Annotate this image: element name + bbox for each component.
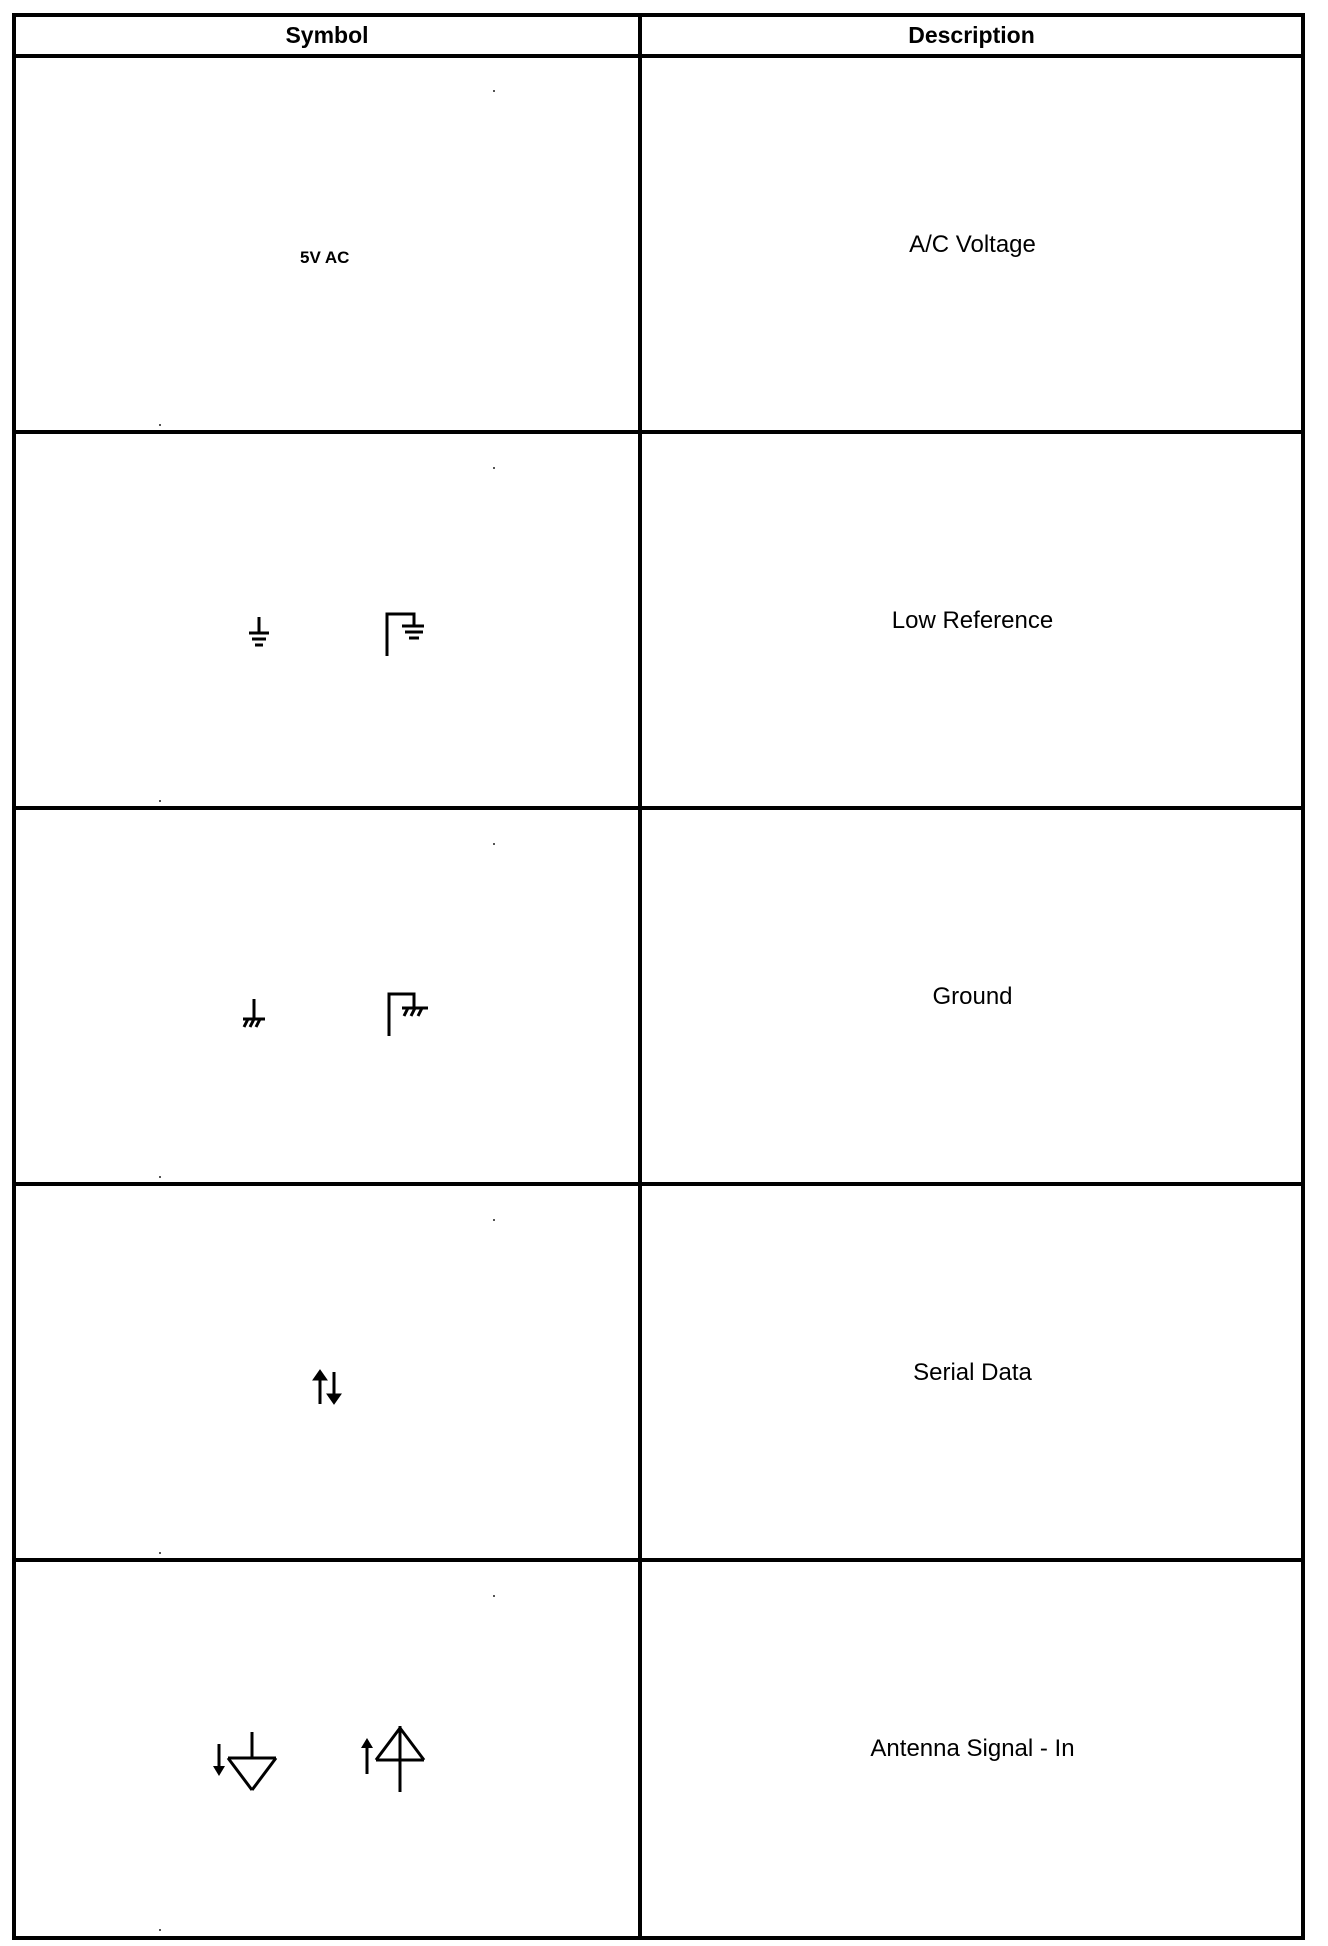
ac-voltage-symbol-text: 5V AC <box>300 248 350 267</box>
row-marker <box>493 843 495 845</box>
row-description: Low Reference <box>891 607 1054 634</box>
antenna-signal-in-icon <box>210 1730 282 1796</box>
row-marker <box>159 1929 161 1931</box>
row-marker <box>493 467 495 469</box>
row-marker <box>493 90 495 92</box>
row-marker <box>159 1552 161 1554</box>
row-marker <box>493 1595 495 1597</box>
row-description: Serial Data <box>913 1359 1032 1386</box>
row-description: Ground <box>932 983 1013 1010</box>
description-column-header: Description <box>908 22 1035 48</box>
row-marker <box>159 800 161 802</box>
row-marker <box>493 1219 495 1221</box>
ground-icon <box>240 997 270 1032</box>
symbol-column-header: Symbol <box>285 22 369 48</box>
row-description: Antenna Signal - In <box>870 1735 1075 1762</box>
serial-data-arrows-icon <box>310 1368 346 1408</box>
antenna-signal-out-icon <box>358 1724 430 1794</box>
low-reference-chassis-icon <box>384 610 424 660</box>
row-description: A/C Voltage <box>909 231 1036 258</box>
low-reference-icon <box>246 615 276 655</box>
row-marker <box>159 1176 161 1178</box>
row-marker <box>159 424 161 426</box>
ground-chassis-icon <box>386 990 431 1040</box>
